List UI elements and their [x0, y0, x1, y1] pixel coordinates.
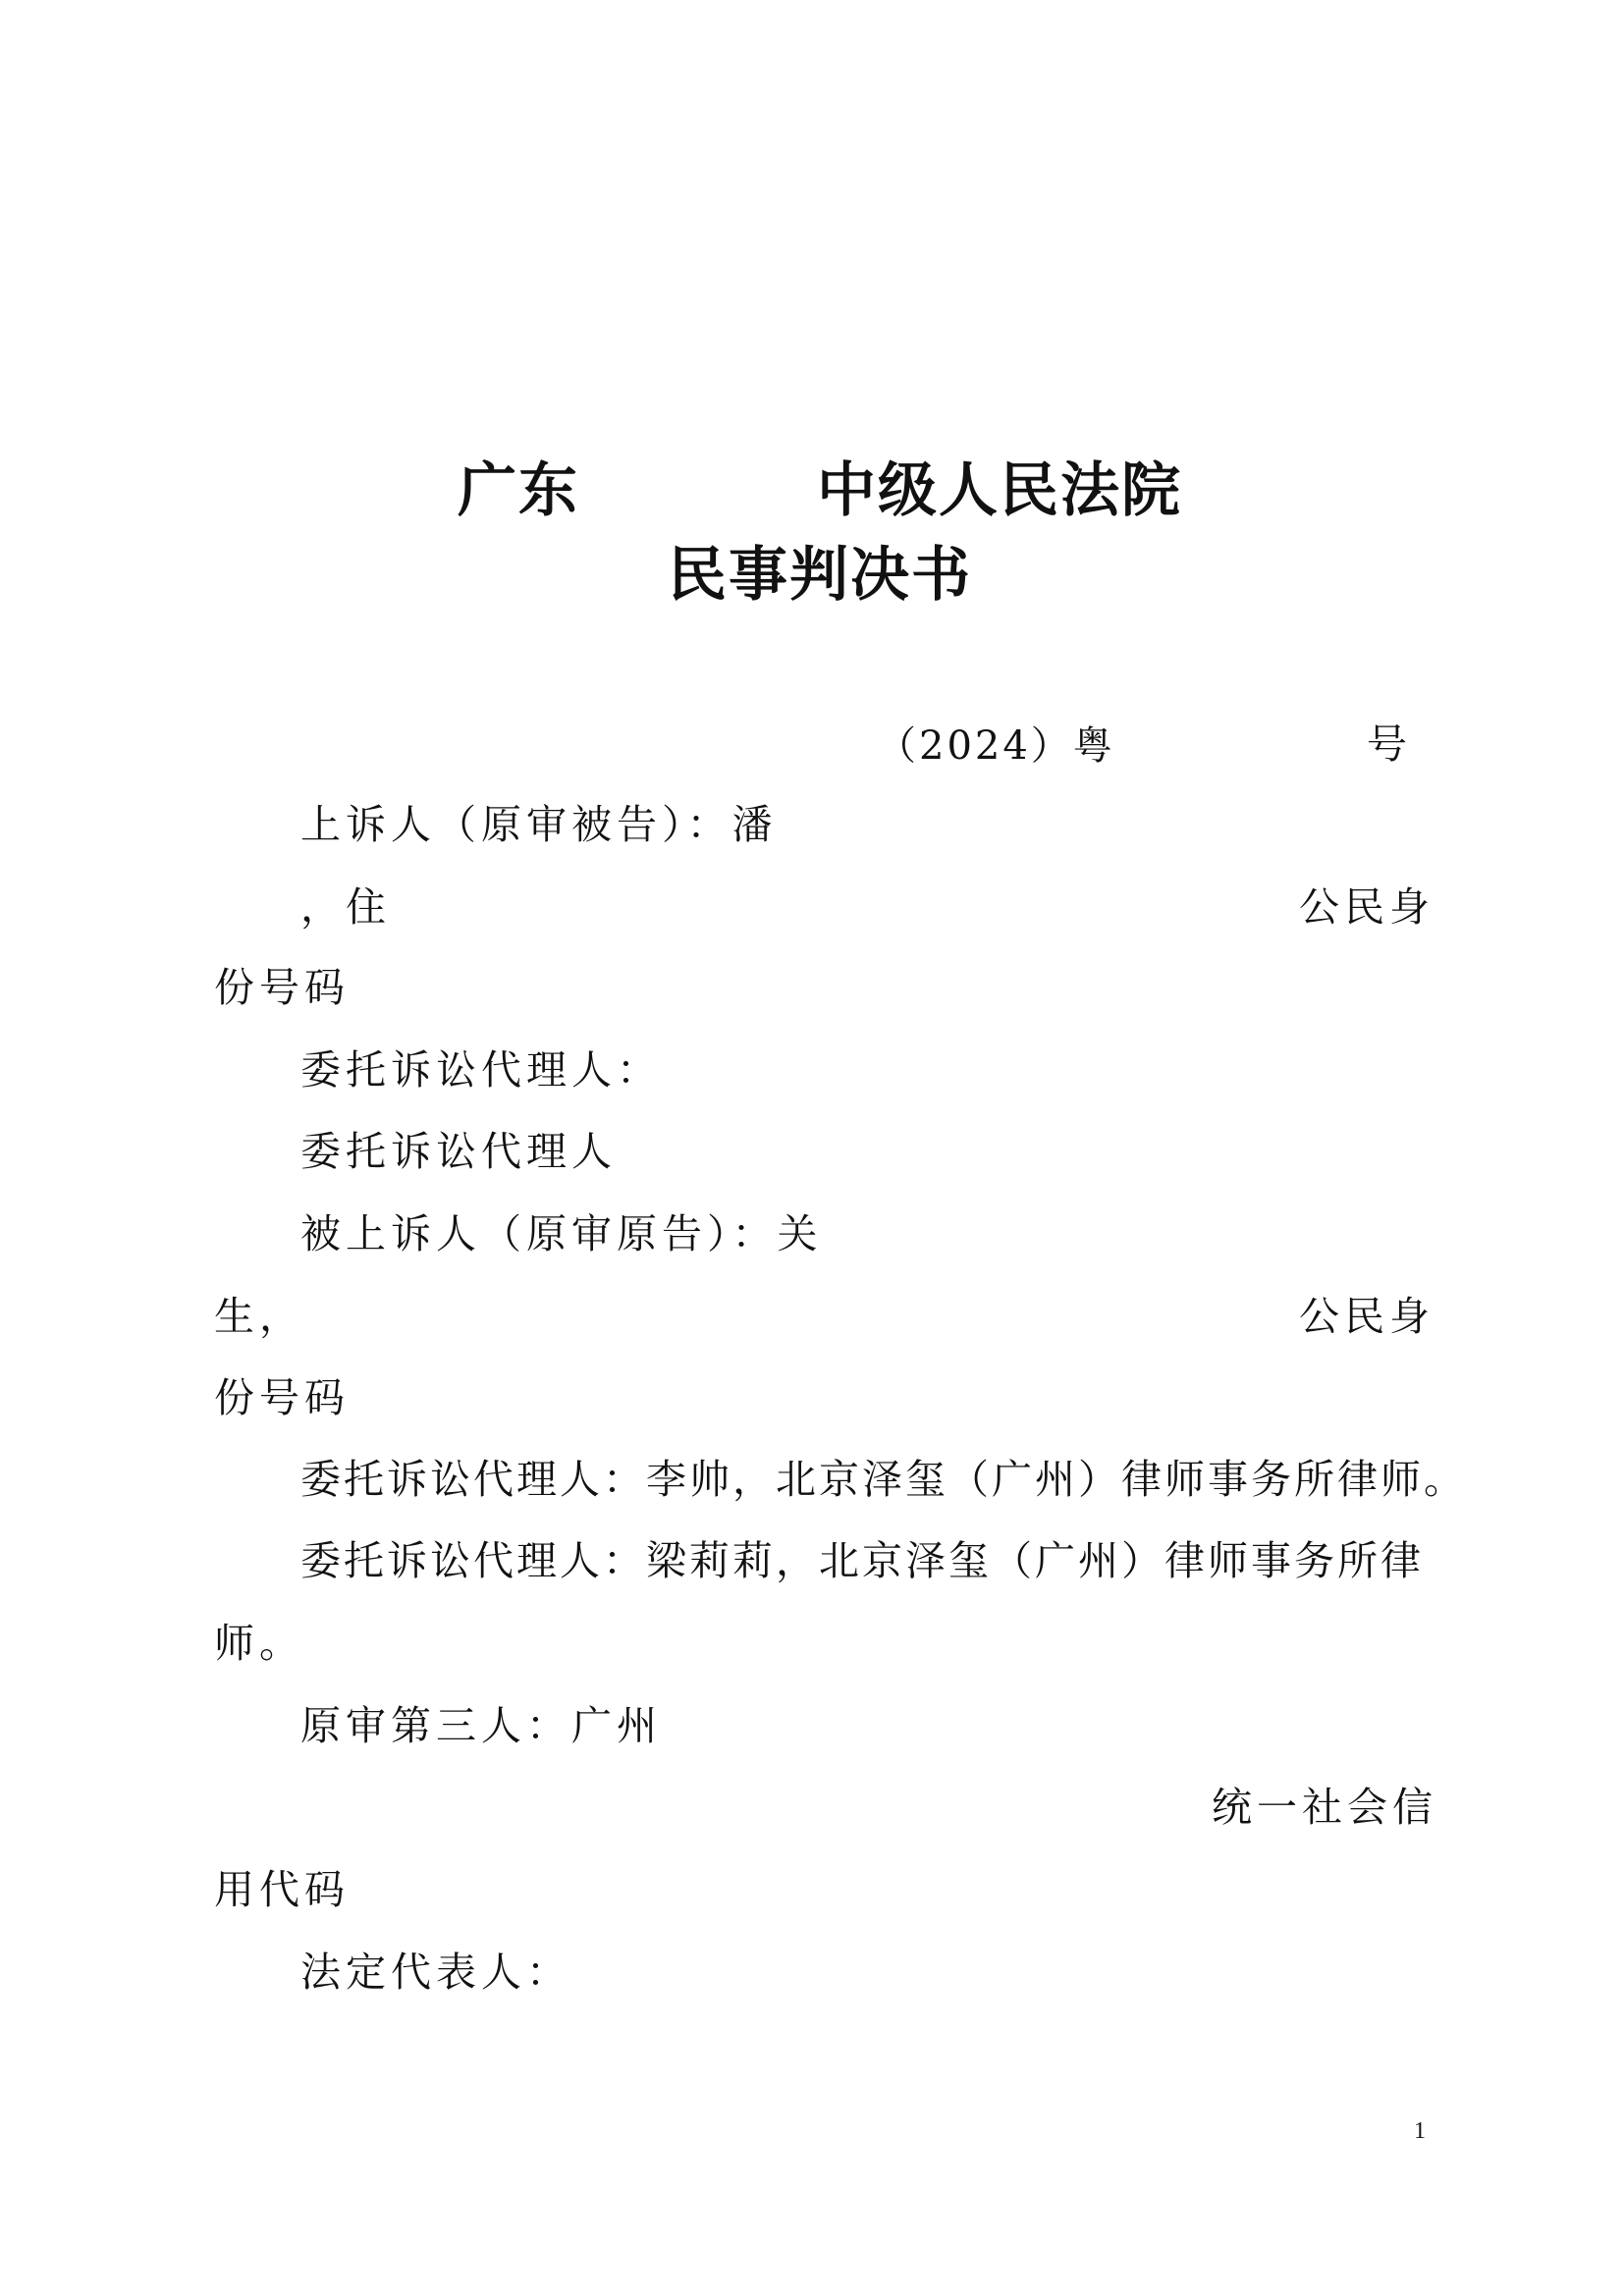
court-name-suffix: 中级人民法院	[817, 456, 1182, 525]
case-number-prefix: （2024）粤	[877, 723, 1115, 769]
appellee-line-start: 生，	[214, 1293, 304, 1340]
appellant-agent-2: 委托诉讼代理人	[300, 1128, 617, 1175]
third-party-code-label-part1: 统一社会信	[1212, 1784, 1437, 1831]
appellant-label: 上诉人（原审被告）：潘	[300, 801, 778, 848]
appellant-address: ，住	[300, 883, 391, 931]
case-number-suffix: 号	[1367, 721, 1412, 768]
legal-representative-label: 法定代表人：	[300, 1949, 571, 1996]
appellee-label: 被上诉人（原审原告）：关	[300, 1210, 823, 1257]
appellee-agent-2-continuation: 师。	[214, 1620, 304, 1667]
appellee-id-label-part2: 份号码	[214, 1374, 350, 1421]
appellant-agent-1: 委托诉讼代理人：	[300, 1046, 662, 1094]
third-party-label: 原审第三人：广州	[300, 1702, 662, 1749]
document-type-title: 民事判决书	[668, 541, 972, 610]
court-name-prefix: 广东	[458, 456, 579, 525]
page-number: 1	[1414, 2118, 1426, 2144]
appellant-id-label-part2: 份号码	[214, 964, 350, 1011]
appellee-agent-1: 委托诉讼代理人：李帅，北京泽玺（广州）律师事务所律师。	[300, 1456, 1467, 1503]
third-party-code-label-part2: 用代码	[214, 1866, 350, 1913]
appellee-id-label-part1: 公民身	[1299, 1293, 1435, 1340]
appellant-id-label-part1: 公民身	[1299, 883, 1435, 931]
appellee-agent-2: 委托诉讼代理人：梁莉莉，北京泽玺（广州）律师事务所律	[300, 1537, 1424, 1584]
